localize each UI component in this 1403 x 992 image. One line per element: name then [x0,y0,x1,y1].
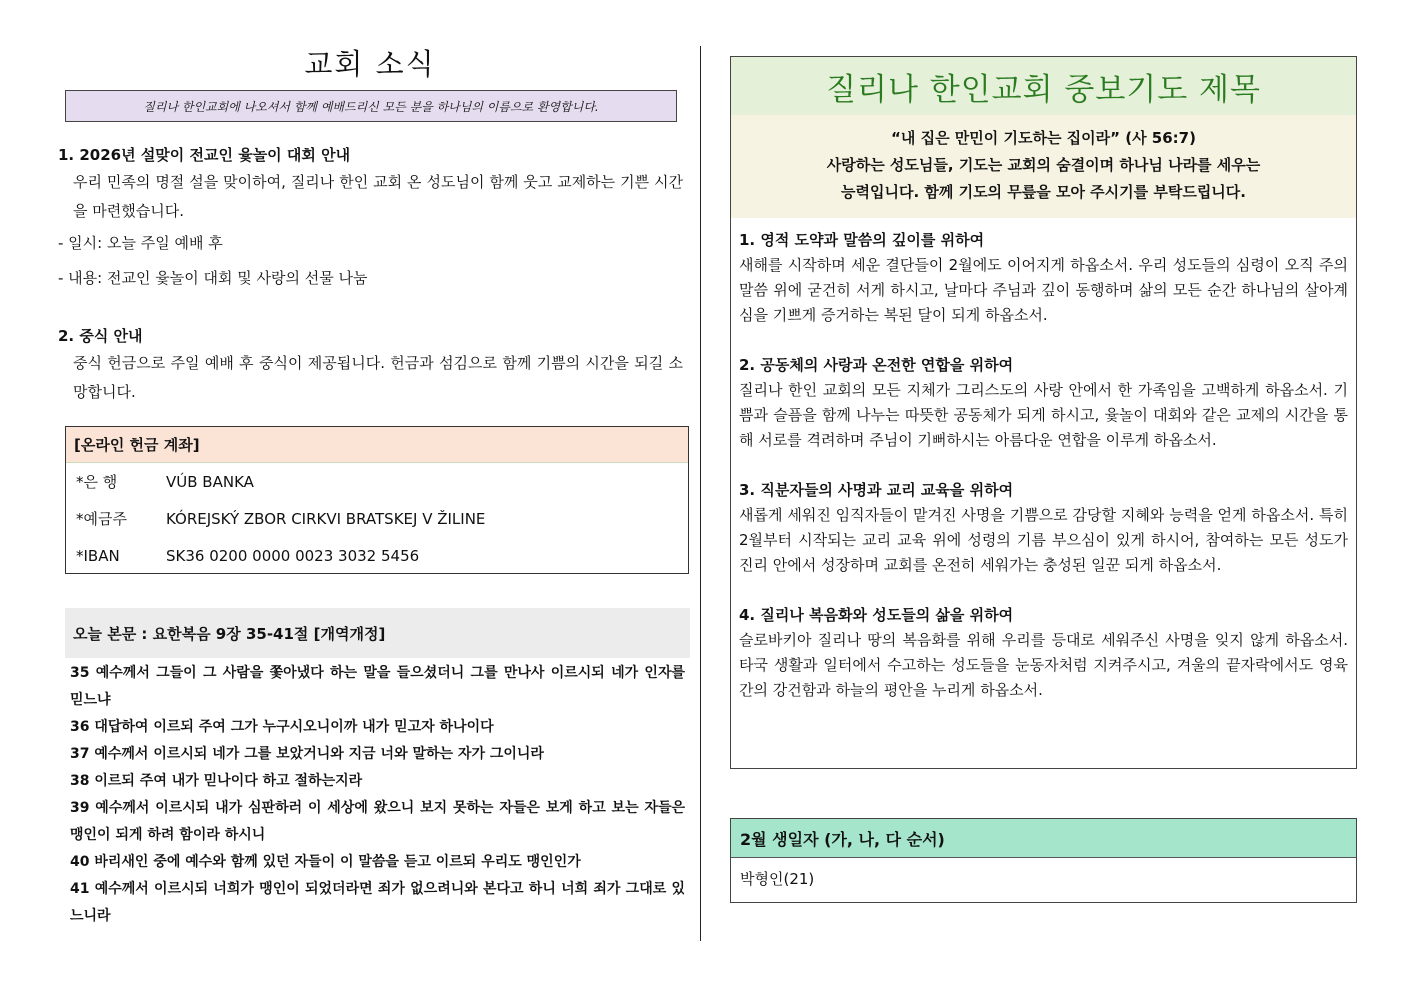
section-newyear-item-2: - 내용: 전교인 윷놀이 대회 및 사랑의 선물 나눔 [58,269,368,287]
section-lunch-heading: 2. 중식 안내 [58,327,143,345]
section-newyear-body: 우리 민족의 명절 설을 맞이하여, 질리나 한인 교회 온 성도님이 함께 웃고 교제하는 기쁜 시간을 마련했습니다. [73,173,683,220]
scripture-verses [70,660,685,930]
scripture-heading-text: 오늘 본문 : 요한복음 9장 35-41절 [개역개정] [73,624,386,643]
bank-row-value: SK36 0200 0000 0023 3032 5456 [166,546,420,565]
prayer-intro-line: 능력입니다. 함께 기도의 무릎을 모아 주시기를 부탁드립니다. [841,183,1246,201]
bank-row-value: VÚB BANKA [166,472,254,491]
prayer-item-heading: 2. 공동체의 사랑과 온전한 연합을 위하여 [739,356,1014,374]
bank-row-label: *은 행 [76,473,118,491]
section-lunch-body: 중식 헌금으로 주일 예배 후 중식이 제공됩니다. 헌금과 섬김으로 함께 기쁨의 시간을 되길 소망합니다. [73,354,683,401]
prayer-intro [731,115,1356,218]
prayer-box [730,56,1357,769]
prayer-item-body: 새롭게 세워진 임직자들이 맡겨진 사명을 기쁨으로 감당할 지혜와 능력을 얻게 하옵소서. 특히 2월부터 시작되는 교리 교육 위에 성령의 기름 부으심이 있게 하시어, 참여하는 모든 성도가 진리 안에서 성장하며 교회를 온전히 세워가는 충성된 일꾼 되게 하옵소서. [739,506,1348,574]
column-divider [700,46,701,941]
bank-row-value: KÓREJSKÝ ZBOR CIRKVI BRATSKEJ V ŽILINE [166,509,486,528]
section-newyear-heading: 1. 2026년 설맞이 전교인 윷놀이 대회 안내 [58,146,351,164]
verse: 37 예수께서 이르시되 네가 그를 보았거니와 지금 너와 말하는 자가 그이니라 [70,746,544,762]
prayer-item-body: 새해를 시작하며 세운 결단들이 2월에도 이어지게 하옵소서. 우리 성도들의 심령이 오직 주의 말씀 위에 굳건히 서게 하시고, 날마다 주님과 깊이 동행하며 삶의 모든 순간 하나님의 살아계심을 기쁘게 증거하는 복된 달이 되게 하옵소서. [739,256,1348,324]
page-title: 교회 소식 [304,47,436,81]
prayer-item-body: 슬로바키아 질리나 땅의 복음화를 위해 우리를 등대로 세워주신 사명을 잊지 않게 하옵소서. 타국 생활과 일터에서 수고하는 성도들을 눈동자처럼 지켜주시고, 겨울의 끝자락에서도 영육 간의 강건함과 하늘의 평안을 누리게 하옵소서. [739,631,1348,699]
prayer-item-body: 질리나 한인 교회의 모든 지체가 그리스도의 사랑 안에서 한 가족임을 고백하게 하옵소서. 기쁨과 슬픔을 함께 나누는 따뜻한 공동체가 되게 하시고, 윷놀이 대회와 같은 교제의 시간을 통해 서로를 격려하며 주님이 기뻐하시는 아름다운 연합을 이루게 하옵소서. [739,381,1348,449]
prayer-intro-line: “내 집은 만민이 기도하는 집이라” (사 56:7) [891,129,1196,147]
prayer-list [731,218,1356,703]
section-newyear [58,144,683,288]
bank-row-label: *IBAN [76,546,120,565]
prayer-intro-line: 사랑하는 성도님들, 기도는 교회의 숨결이며 하나님 나라를 세우는 [826,156,1261,174]
bank-account-box [65,426,689,574]
bank-row [66,463,688,500]
scripture-heading [65,608,690,658]
verse: 40 바리새인 중에 예수와 함께 있던 자들이 이 말씀을 듣고 이르되 우리도 맹인인가 [70,854,581,870]
welcome-text: 질리나 한인교회에 나오셔서 함께 예배드리신 모든 분을 하나님의 이름으로 환영합니다. [143,99,599,114]
prayer-item-heading: 3. 직분자들의 사명과 교리 교육을 위하여 [739,481,1014,499]
birthday-heading: 2월 생일자 (가, 나, 다 순서) [731,819,1356,858]
welcome-banner [65,90,677,122]
verse: 41 예수께서 이르시되 너희가 맹인이 되었더라면 죄가 없으려니와 본다고 하니 너희 죄가 그대로 있느니라 [70,881,685,924]
prayer-item-heading: 1. 영적 도약과 말씀의 깊이를 위하여 [739,231,985,249]
section-newyear-item-1: - 일시: 오늘 주일 예배 후 [58,234,223,252]
bank-account-heading: [온라인 헌금 계좌] [66,427,688,463]
section-lunch [58,325,683,407]
verse: 35 예수께서 그들이 그 사람을 쫓아냈다 하는 말을 들으셨더니 그를 만나사 이르시되 네가 인자를 믿느냐 [70,665,685,708]
verse: 39 예수께서 이르시되 내가 심판하러 이 세상에 왔으니 보지 못하는 자들은 보게 하고 보는 자들은 맹인이 되게 하려 함이라 하시니 [70,800,685,843]
birthday-names: 박형인(21) [740,870,815,888]
birthday-box [730,818,1357,903]
bank-row [66,500,688,537]
bank-row [66,537,688,574]
verse: 36 대답하여 이르되 주여 그가 누구시오니이까 내가 믿고자 하나이다 [70,719,494,735]
prayer-item-heading: 4. 질리나 복음화와 성도들의 삶을 위하여 [739,606,1014,624]
bank-row-label: *예금주 [76,510,127,528]
verse: 38 이르되 주여 내가 믿나이다 하고 절하는지라 [70,773,363,789]
prayer-title: 질리나 한인교회 중보기도 제목 [731,57,1356,115]
